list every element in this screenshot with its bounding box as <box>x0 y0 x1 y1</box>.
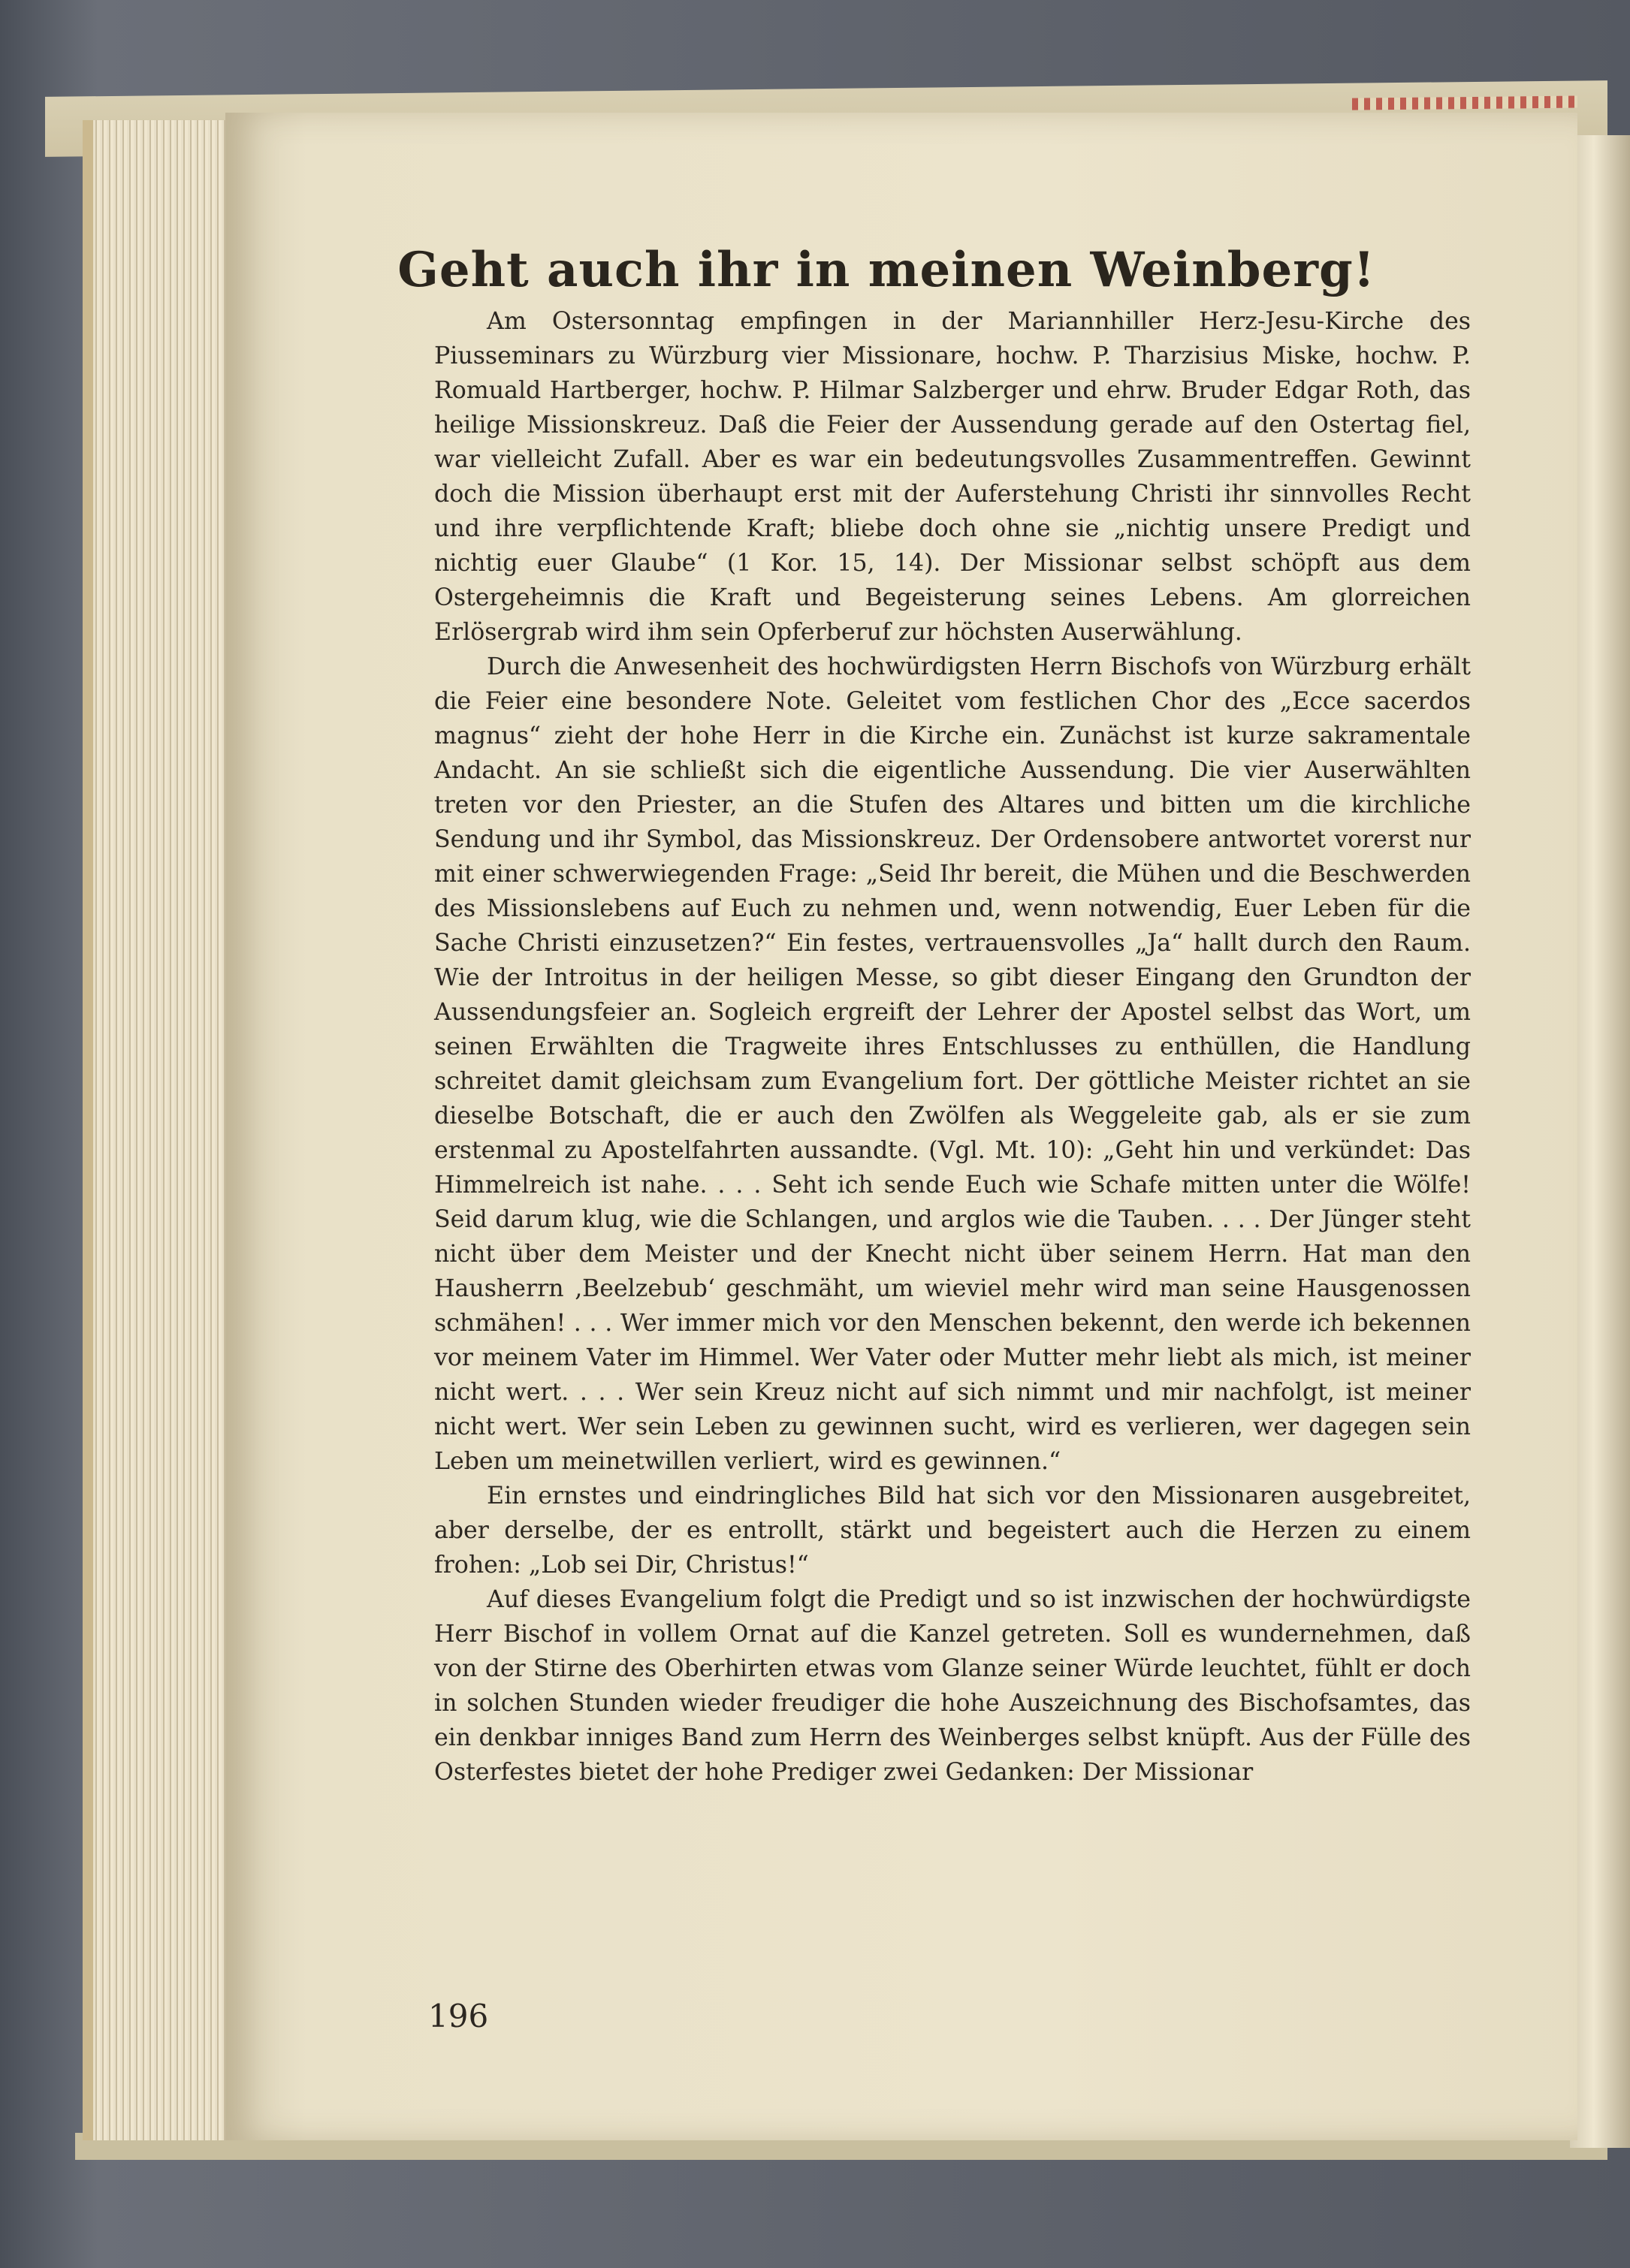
paragraph: Auf dieses Evangelium folgt die Predigt und so ist inzwischen der hochwürdigste Herr Bischof in vollem Ornat auf die Kanzel getreten. Soll es wundernehmen, daß von der Stirne des Oberhirten etwas vom Glanze seiner Würde leuchtet, fühlt er doch in solchen Stunden wieder freudiger die hohe Auszeichnung des Bischofsamtes, das ein denkbar inniges Band zum Herrn des Weinberges selbst knüpft. Aus der Fülle des Osterfestes bietet der hohe Prediger zwei Gedanken: Der Missionar <box>434 1586 1471 1786</box>
paragraph: Am Ostersonntag empfingen in der Mariannhiller Herz-Jesu-Kirche des Piusseminars zu Würzburg vier Missionare, hochw. P. Tharzisius Miske, hochw. P. Romuald Hartberger, hochw. P. Hilmar Salzberger und ehrw. Bruder Edgar Roth, das heilige Missionskreuz. Daß die Feier der Aussendung gerade auf den Ostertag fiel, war vielleicht Zufall. Aber es war ein bedeutungsvolles Zusammentreffen. Gewinnt doch die Mission überhaupt erst mit der Auferstehung Christi ihr sinnvolles Recht und ihre verpflichtende Kraft; bliebe doch ohne sie „nichtig unsere Predigt und nichtig euer Glaube“ (1 Kor. 15, 14). Der Missionar selbst schöpft aus dem Ostergeheimnis die Kraft und Begeisterung seines Lebens. Am glorreichen Erlösergrab wird ihm sein Opferberuf zur höchsten Auserwählung. <box>434 308 1471 646</box>
page-number: 196 <box>428 1998 489 2034</box>
article-body <box>434 304 1471 1790</box>
paragraph: Ein ernstes und eindringliches Bild hat sich vor den Missionaren ausgebreitet, aber derselbe, der es entrollt, stärkt und begeistert auch die Herzen zu einem frohen: „Lob sei Dir, Christus!“ <box>434 1482 1471 1579</box>
article-title: Geht auch ihr in meinen Weinberg! <box>397 242 1375 298</box>
paragraph: Durch die Anwesenheit des hochwürdigsten Herrn Bischofs von Würzburg erhält die Feier eine besondere Note. Geleitet vom festlichen Chor des „Ecce sacerdos magnus“ zieht der hohe Herr in die Kirche ein. Zunächst ist kurze sakramentale Andacht. An sie schließt sich die eigentliche Aussendung. Die vier Auserwählten treten vor den Priester, an die Stufen des Altares und bitten um die kirchliche Sendung und ihr Symbol, das Missionskreuz. Der Ordensobere antwortet vorerst nur mit einer schwerwiegenden Frage: „Seid Ihr bereit, die Mühen und die Beschwerden des Missionslebens auf Euch zu nehmen und, wenn notwendig, Euer Leben für die Sache Christi einzusetzen?“ Ein festes, vertrauensvolles „Ja“ hallt durch den Raum. Wie der Introitus in der heiligen Messe, so gibt dieser Eingang den Grundton der Aussendungsfeier an. Sogleich ergreift der Lehrer der Apostel selbst das Wort, um seinen Erwählten die Tragweite ihres Entschlusses zu enthüllen, die Handlung schreitet damit gleichsam zum Evangelium fort. Der göttliche Meister richtet an sie dieselbe Botschaft, die er auch den Zwölfen als Weggeleite gab, als er sie zum erstenmal zu Apostelfahrten aussandte. (Vgl. Mt. 10): „Geht hin und verkündet: Das Himmelreich ist nahe. . . . Seht ich sende Euch wie Schafe mitten unter die Wölfe! Seid darum klug, wie die Schlangen, und arglos wie die Tauben. . . . Der Jünger steht nicht über dem Meister und der Knecht nicht über seinem Herrn. Hat man den Hausherrn ‚Beelzebub‘ geschmäht, um wieviel mehr wird man seine Hausgenossen schmähen! . . . Wer immer mich vor den Menschen bekennt, den werde ich bekennen vor meinem Vater im Himmel. Wer Vater oder Mutter mehr liebt als mich, ist meiner nicht wert. . . . Wer sein Kreuz nicht auf sich nimmt und mir nachfolgt, ist meiner nicht wert. Wer sein Leben zu gewinnen sucht, wird es verlieren, wer dagegen sein Leben um meinetwillen verliert, wird es gewinnen.“ <box>434 653 1471 1475</box>
facing-page-edge <box>1570 135 1630 2148</box>
cover-decorative-stripe <box>1352 96 1577 110</box>
